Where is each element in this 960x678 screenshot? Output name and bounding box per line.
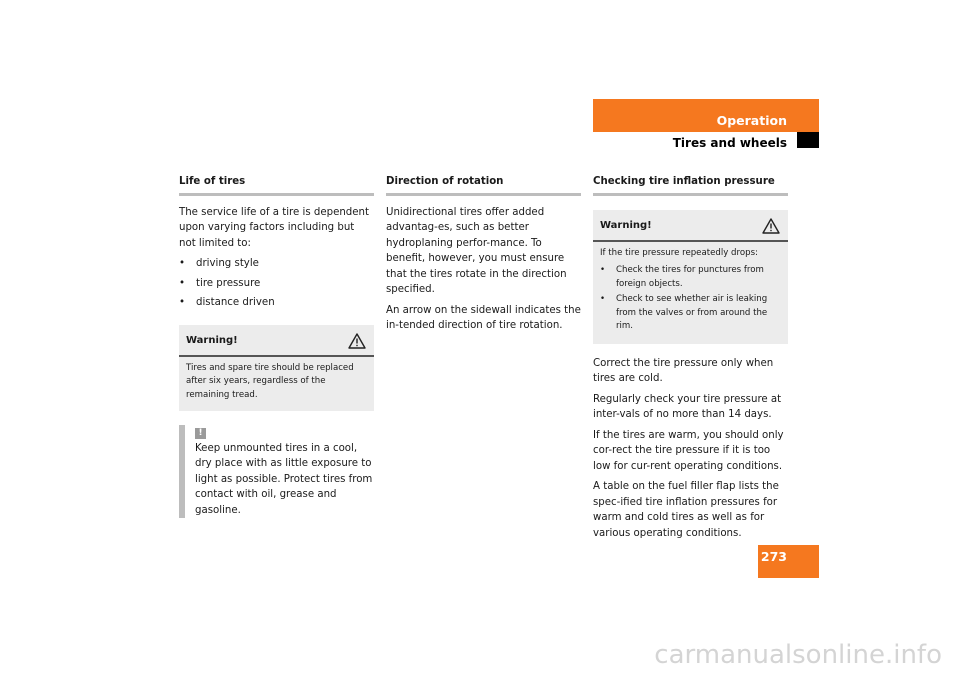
note-text: Keep unmounted tires in a cool, dry place with as little exposure to light as possible. Protect tires from contact with oil, grease and gasoline. [195, 442, 373, 516]
column-direction-of-rotation [386, 174, 581, 339]
paragraph: Correct the tire pressure only when tires are cold. [593, 357, 774, 384]
warning-body [593, 242, 788, 344]
warning-title: Warning! [186, 334, 238, 346]
paragraph: If the tires are warm, you should only cor-rect the tire pressure if it is too low for cur-rent operating conditions. [593, 429, 784, 472]
warning-body [179, 357, 374, 412]
note-box [179, 425, 374, 518]
warning-intro: If the tire pressure repeatedly drops: [600, 247, 758, 258]
list-item: • tire pressure [179, 276, 374, 292]
watermark: carmanualsonline.info [654, 640, 942, 670]
list-item: • distance driven [179, 295, 374, 311]
paragraph: An arrow on the sidewall indicates the in-tended direction of tire rotation. [386, 304, 581, 331]
bullet-list [179, 256, 374, 311]
section-title: Operation [716, 113, 787, 128]
warning-header [593, 210, 788, 242]
header-tab-marker [797, 132, 819, 148]
exclamation-icon: ! [195, 428, 206, 439]
paragraph: Regularly check your tire pressure at inter-vals of no more than 14 days. [593, 393, 782, 420]
column-checking-tire-pressure [593, 174, 788, 546]
warning-box [179, 325, 374, 412]
paragraph: The service life of a tire is dependent upon varying factors including but not limited to: [179, 206, 369, 249]
column-life-of-tires [179, 174, 374, 518]
note-content [185, 425, 374, 518]
warning-triangle-icon [762, 218, 780, 234]
heading-life-of-tires: Life of tires [179, 174, 374, 196]
list-item: • Check the tires for punctures from foreign objects. [600, 264, 781, 291]
warning-text: Tires and spare tire should be replaced after six years, regardless of the remaining tread. [186, 362, 354, 400]
warning-title: Warning! [600, 219, 652, 231]
heading-checking-tire-pressure: Checking tire inflation pressure [593, 174, 788, 196]
page-number: 273 [760, 549, 787, 564]
list-item: • Check to see whether air is leaking from the valves or from around the rim. [600, 293, 781, 334]
subsection-title: Tires and wheels [672, 136, 787, 150]
warning-box [593, 210, 788, 344]
warning-bullet-list [600, 264, 781, 334]
paragraph: Unidirectional tires offer added advantag-es, such as better hydroplaning perfor-mance. To benefit, however, you must ensure that the tires rotate in the direction specified. [386, 206, 567, 295]
heading-direction-of-rotation: Direction of rotation [386, 174, 581, 196]
paragraph: A table on the fuel filler flap lists the spec-ified tire inflation pressures for warm and cold tires as well as for various operating conditions. [593, 481, 779, 539]
list-item: • driving style [179, 256, 374, 272]
warning-header [179, 325, 374, 357]
warning-triangle-icon [348, 333, 366, 349]
